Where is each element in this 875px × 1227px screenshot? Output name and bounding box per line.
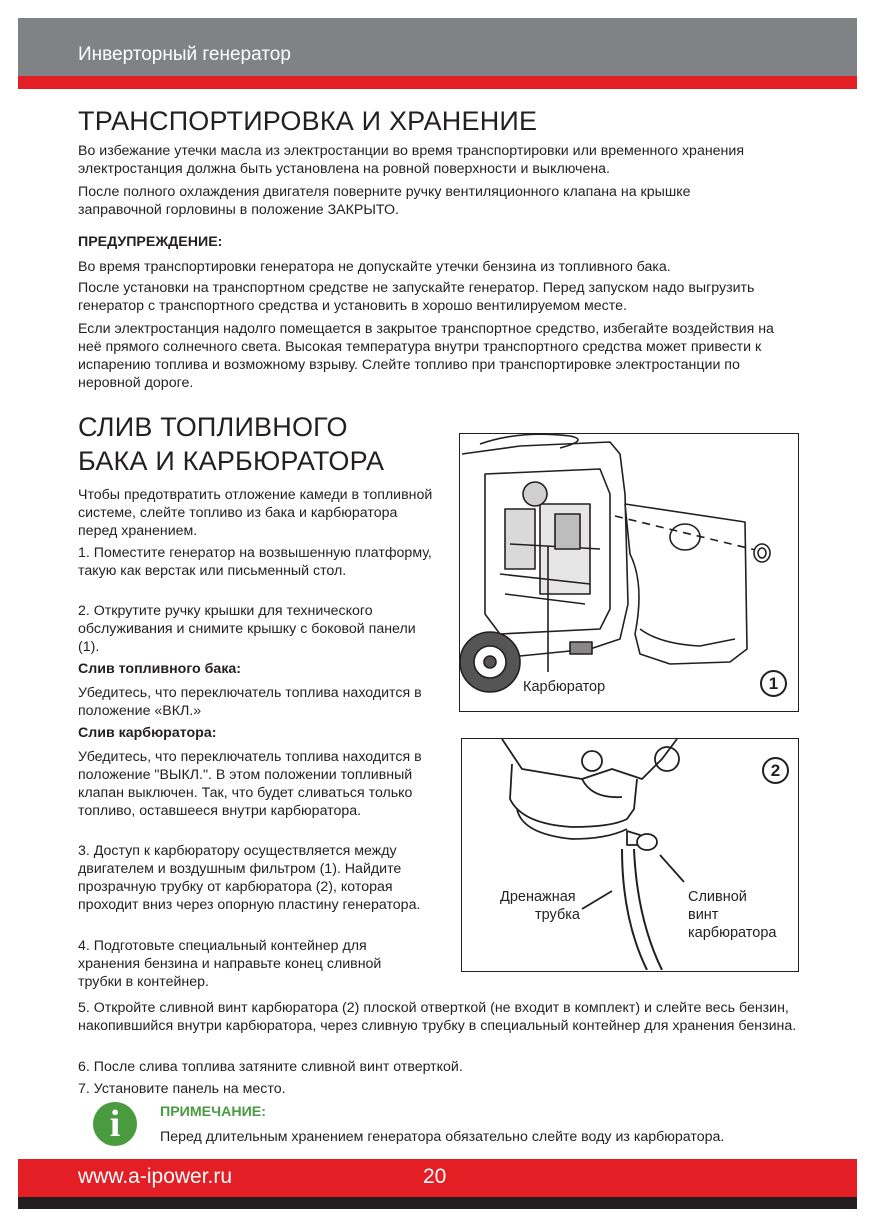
step-6: 6. После слива топлива затяните сливной винт отверткой.	[78, 1059, 463, 1075]
footer-url-link[interactable]: www.a-ipower.ru	[78, 1165, 233, 1188]
page-number: 20	[423, 1165, 447, 1188]
paragraph: Чтобы предотвратить отложение камеди в топливной системе, слейте топливо из бака и карбюратора перед хранением.	[78, 487, 433, 539]
footer-dark-stripe	[18, 1197, 857, 1209]
paragraph: Во время транспортировки генератора не допускайте утечки бензина из топливного бака.	[78, 259, 671, 275]
step-4: 4. Подготовьте специальный контейнер для хранения бензина и направьте конец сливной трубки в контейнер.	[78, 938, 382, 990]
section-title-drain-line2: БАКА И КАРБЮРАТОРА	[78, 446, 385, 476]
note-title: ПРИМЕЧАНИЕ:	[160, 1104, 266, 1120]
paragraph: После установки на транспортном средстве не запускайте генератор. Перед запуском надо выгрузить генератор с транспортного средства и установить в хорошо вентилируемом месте.	[78, 280, 755, 314]
header-title: Инверторный генератор	[78, 44, 291, 65]
figure1-number: 1	[760, 670, 787, 697]
info-icon	[93, 1102, 137, 1146]
figure2-number: 2	[762, 757, 789, 784]
step-5: 5. Откройте сливной винт карбюратора (2) плоской отверткой (не входит в комплект) и слейте весь бензин, накопившийся внутри карбюратора, через сливную трубку в специальный контейнер для хранения бензина.	[78, 1000, 797, 1034]
subheading-tank: Слив топливного бака:	[78, 661, 242, 677]
step-7: 7. Установите панель на место.	[78, 1081, 286, 1097]
warning-title: ПРЕДУПРЕЖДЕНИЕ:	[78, 234, 223, 250]
paragraph: Если электростанция надолго помещается в закрытое транспортное средство, избегайте воздействия на неё прямого солнечного света. Высокая температура внутри транспортного средства может привести к испарению топлива и возможному взрыву. Слейте топливо при транспортировке электростанции по неровной дороге.	[78, 321, 774, 391]
step-1: 1. Поместите генератор на возвышенную платформу, такую как верстак или письменный стол.	[78, 545, 432, 579]
note-text: Перед длительным хранением генератора обязательно слейте воду из карбюратора.	[160, 1129, 725, 1145]
step-3: 3. Доступ к карбюратору осуществляется между двигателем и воздушным фильтром (1). Найдите прозрачную трубку от карбюратора (2), которая проходит вниз через опорную пластину генератора.	[78, 843, 421, 913]
figure2-label-screw: Сливной	[688, 889, 747, 905]
figure2-label-screw-3: карбюратора	[688, 925, 777, 941]
figure2-label-tube-2: трубка	[535, 907, 580, 923]
section-title-drain-line1: СЛИВ ТОПЛИВНОГО	[78, 412, 348, 442]
figure2-label-screw-2: винт	[688, 907, 719, 923]
figure-carburetor-drain	[461, 738, 799, 972]
figure1-label-carburetor: Карбюратор	[523, 679, 606, 695]
info-icon-letter: i	[109, 1103, 121, 1145]
section-title-transport: ТРАНСПОРТИРОВКА И ХРАНЕНИЕ	[78, 106, 538, 136]
step-2: 2. Открутите ручку крышки для технического обслуживания и снимите крышку с боковой панели (1).	[78, 603, 416, 655]
paragraph: Во избежание утечки масла из электростанции во время транспортировки или временного хранения электростанция должна быть установлена на ровной поверхности и выключена.	[78, 143, 745, 177]
paragraph: Убедитесь, что переключатель топлива находится в положение «ВКЛ.»	[78, 685, 422, 719]
paragraph: После полного охлаждения двигателя поверните ручку вентиляционного клапана на крышке заправочной горловины в положение ЗАКРЫТО.	[78, 184, 691, 218]
figure2-label-tube: Дренажная	[500, 889, 576, 905]
header-red-stripe	[18, 76, 857, 89]
figure-generator-panel	[459, 433, 799, 712]
paragraph: Убедитесь, что переключатель топлива находится в положение "ВЫКЛ.". В этом положении топливный клапан выключен. Так, что будет сливаться только топливо, оставшееся внутри карбюратора.	[78, 749, 422, 819]
generator-illustration	[460, 434, 797, 710]
subheading-carburetor: Слив карбюратора:	[78, 725, 217, 741]
